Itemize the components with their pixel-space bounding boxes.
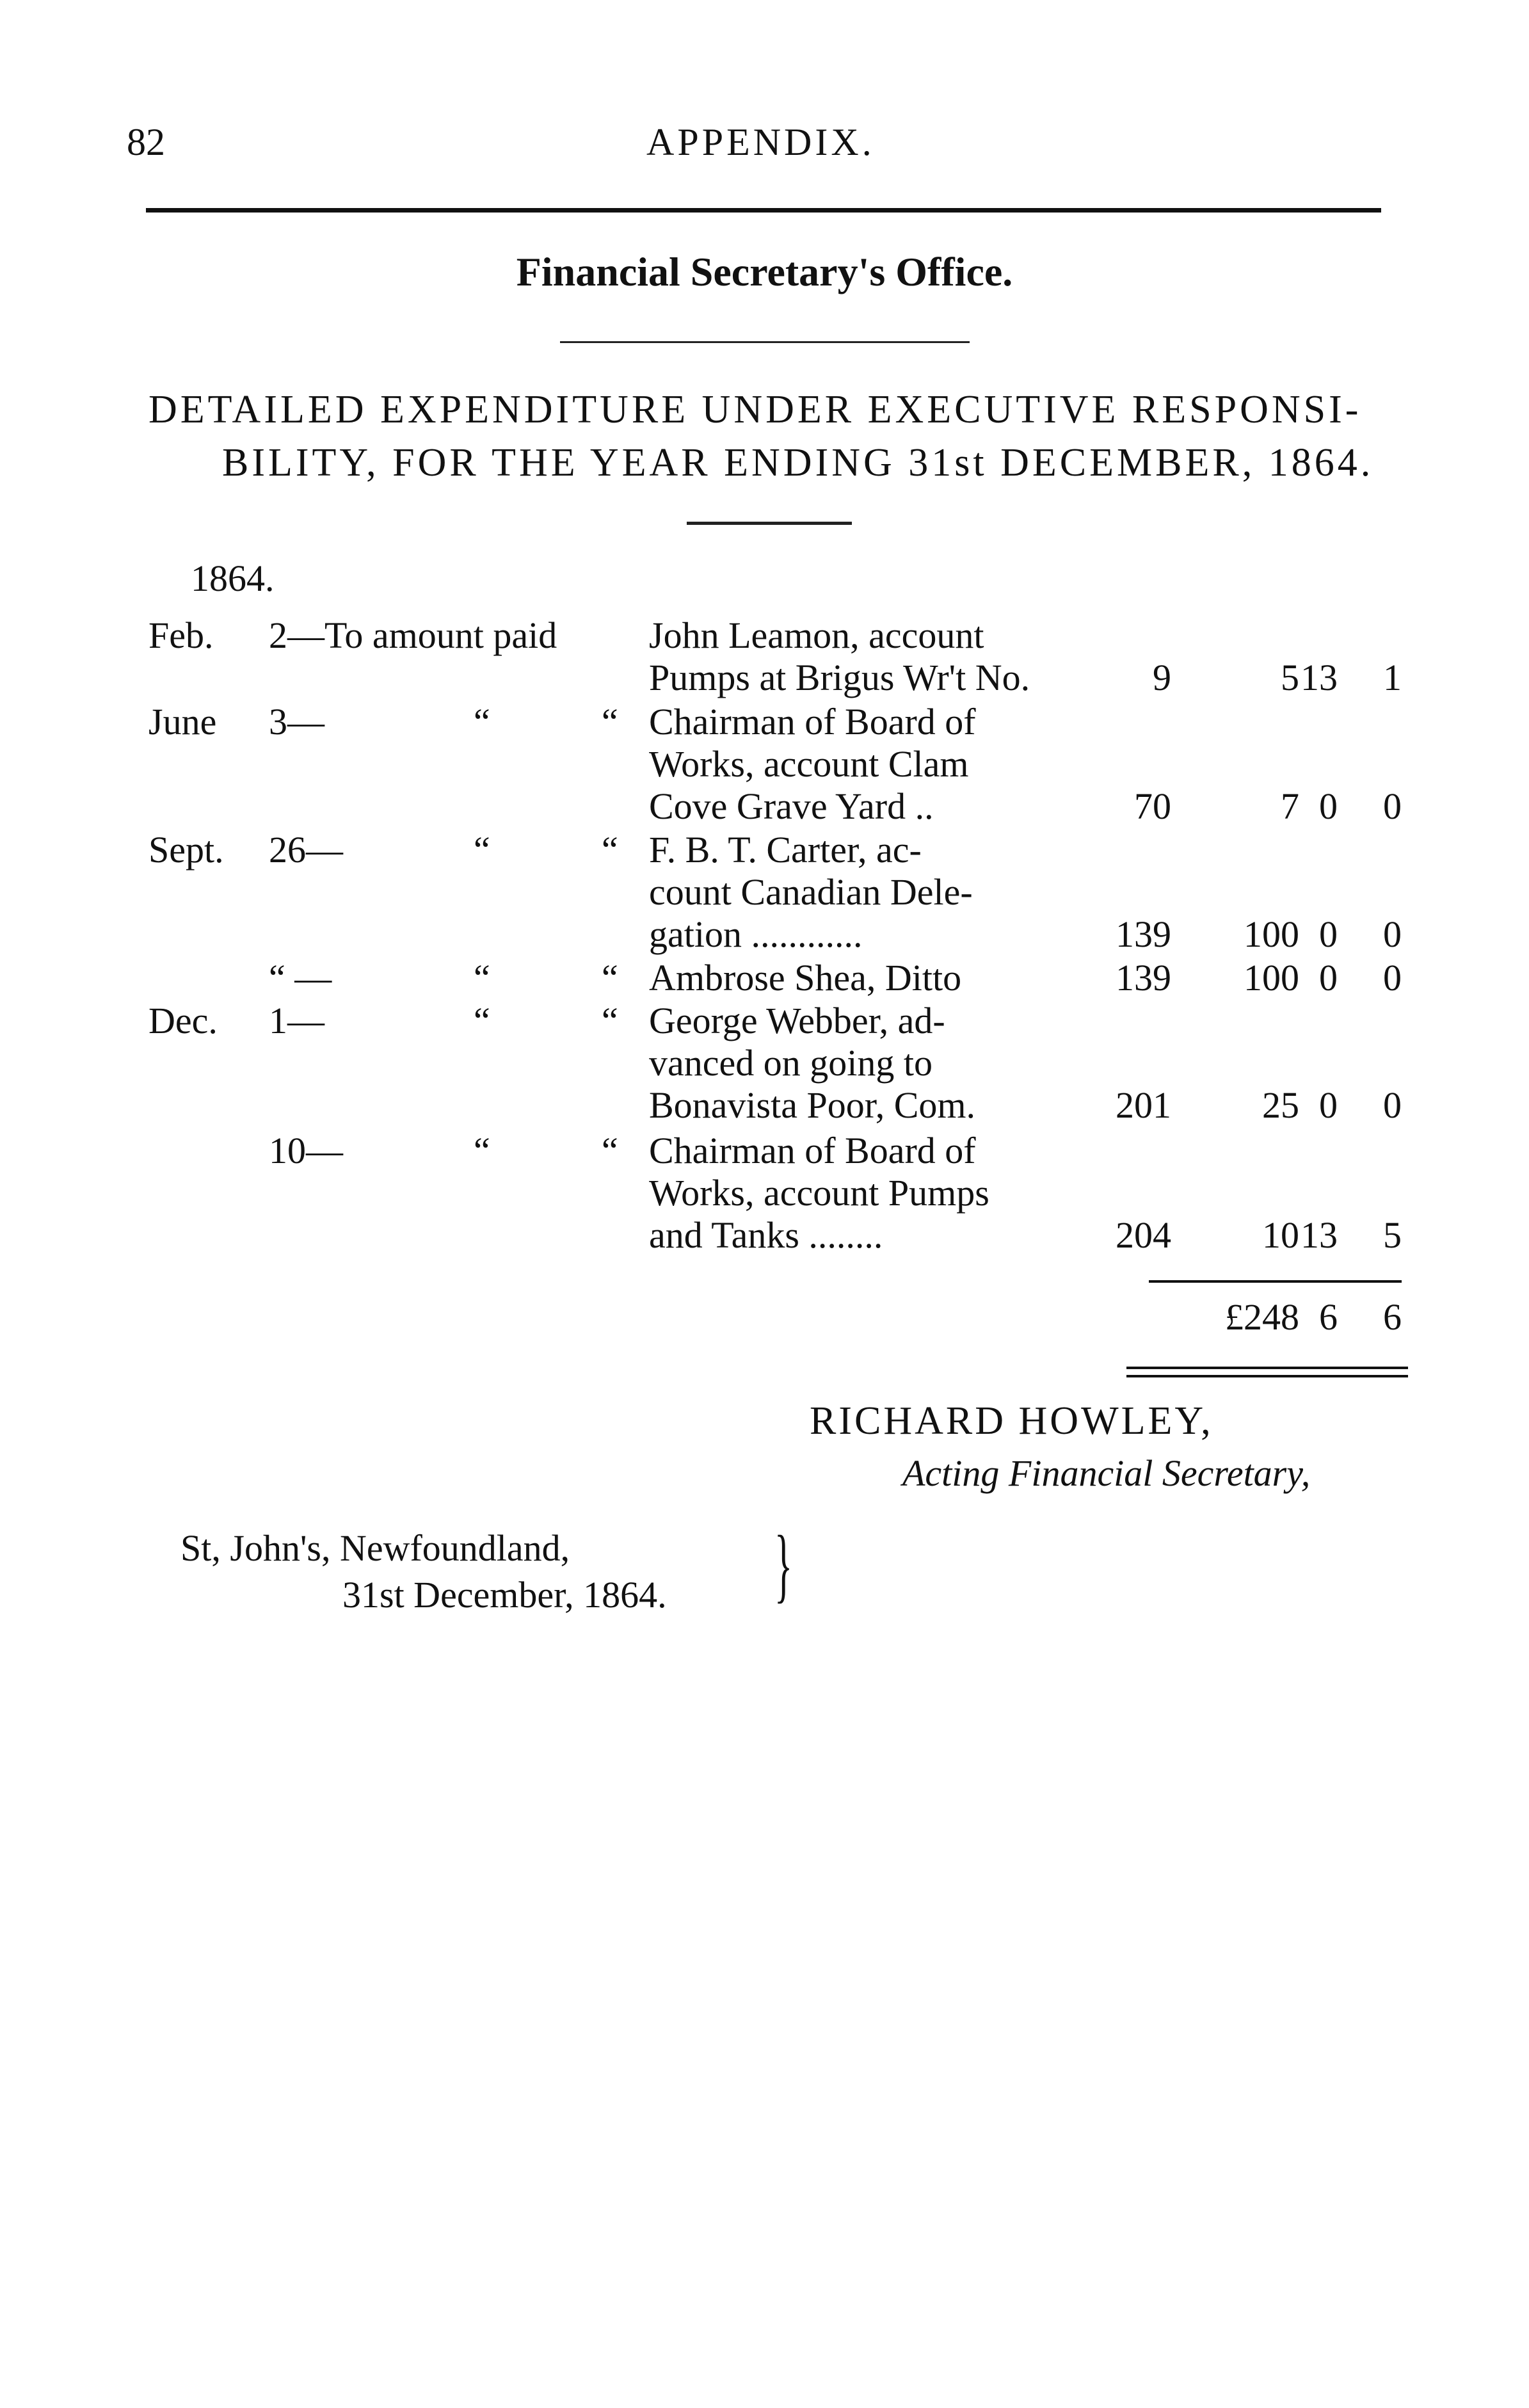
year-label: 1864. (191, 558, 275, 599)
entry-pounds: 10 (1262, 1214, 1299, 1256)
signature-name: RICHARD HOWLEY, (810, 1399, 1213, 1443)
entry-pounds: 100 (1244, 957, 1299, 999)
ditto-mark: “ (474, 1130, 490, 1171)
total-rule (1149, 1280, 1402, 1283)
entry-shillings: 0 (1319, 785, 1338, 827)
entry-reference: 139 (1116, 957, 1171, 999)
office-title: Financial Secretary's Office. (516, 249, 1013, 294)
entry-pounds: 25 (1262, 1084, 1299, 1126)
heading-line-2: BILITY, FOR THE YEAR ENDING 31st DECEMBER, 1864. (222, 441, 1374, 485)
entry-month: June (148, 701, 217, 742)
total-pence: 6 (1383, 1296, 1402, 1338)
date-line: 31st December, 1864. (342, 1574, 667, 1616)
entry-shillings: 0 (1319, 913, 1338, 955)
entry-reference: 9 (1153, 657, 1171, 698)
heading-rule (687, 522, 852, 525)
entry-day: 3— (269, 701, 324, 742)
entry-shillings: 13 (1301, 1214, 1338, 1256)
heading-line-1: DETAILED EXPENDITURE UNDER EXECUTIVE RESPONSI- (148, 388, 1362, 431)
header-rule (146, 208, 1381, 213)
ditto-mark: “ (474, 957, 490, 999)
title-rule (560, 341, 970, 343)
signature-title: Acting Financial Secretary, (902, 1452, 1311, 1494)
ditto-mark: “ (602, 1130, 618, 1171)
entry-pence: 0 (1383, 1084, 1402, 1126)
entry-pounds: 100 (1244, 913, 1299, 955)
double-rule-bottom (1126, 1375, 1408, 1377)
double-rule-top (1126, 1367, 1408, 1369)
entry-month: Sept. (148, 829, 224, 871)
page-number: 82 (127, 121, 165, 163)
entry-pence: 5 (1383, 1214, 1402, 1256)
entry-reference: 70 (1134, 785, 1171, 827)
entry-reference: 139 (1116, 913, 1171, 955)
entry-description-line: Ambrose Shea, Ditto (649, 957, 962, 999)
entry-pence: 0 (1383, 785, 1402, 827)
entry-day: 26— (269, 829, 343, 871)
ditto-mark: “ (474, 829, 490, 871)
entry-pence: 1 (1383, 657, 1402, 698)
entry-description-line: Works, account Clam (649, 743, 969, 785)
entry-description-line: John Leamon, account (649, 614, 984, 656)
entry-day: 1— (269, 1000, 324, 1041)
entry-description-line: Chairman of Board of (649, 701, 976, 742)
ditto-mark: “ (602, 957, 618, 999)
entry-pence: 0 (1383, 957, 1402, 999)
entry-month: Feb. (148, 614, 214, 656)
entry-description-line: vanced on going to (649, 1042, 933, 1084)
entry-shillings: 0 (1319, 1084, 1338, 1126)
entry-shillings: 13 (1301, 657, 1338, 698)
place-line: St, John's, Newfoundland, (180, 1527, 570, 1569)
ditto-mark: “ (602, 829, 618, 871)
entry-pounds: 5 (1281, 657, 1299, 698)
entry-description-line: Pumps at Brigus Wr't No. (649, 657, 1030, 698)
entry-reference: 204 (1116, 1214, 1171, 1256)
entry-description-line: gation ............ (649, 913, 863, 955)
entry-reference: 201 (1116, 1084, 1171, 1126)
entry-day: 2—To amount paid (269, 614, 557, 656)
ditto-mark: “ (602, 1000, 618, 1041)
entry-pence: 0 (1383, 913, 1402, 955)
entry-description-line: count Canadian Dele- (649, 871, 973, 913)
entry-day: “ — (269, 957, 332, 999)
entry-description-line: George Webber, ad- (649, 1000, 945, 1041)
ditto-mark: “ (474, 701, 490, 742)
ditto-mark: “ (474, 1000, 490, 1041)
entry-description-line: Cove Grave Yard .. (649, 785, 934, 827)
entry-shillings: 0 (1319, 957, 1338, 999)
brace-glyph: } (774, 1519, 793, 1611)
total-pounds: £248 (1225, 1296, 1299, 1338)
entry-pounds: 7 (1281, 785, 1299, 827)
entry-description-line: Bonavista Poor, Com. (649, 1084, 976, 1126)
entry-day: 10— (269, 1130, 343, 1171)
ditto-mark: “ (602, 701, 618, 742)
entry-description-line: and Tanks ........ (649, 1214, 883, 1256)
entry-description-line: F. B. T. Carter, ac- (649, 829, 922, 871)
entry-month: Dec. (148, 1000, 218, 1041)
entry-description-line: Chairman of Board of (649, 1130, 976, 1171)
entry-description-line: Works, account Pumps (649, 1172, 989, 1214)
total-shillings: 6 (1319, 1296, 1338, 1338)
running-head: APPENDIX. (646, 121, 875, 163)
